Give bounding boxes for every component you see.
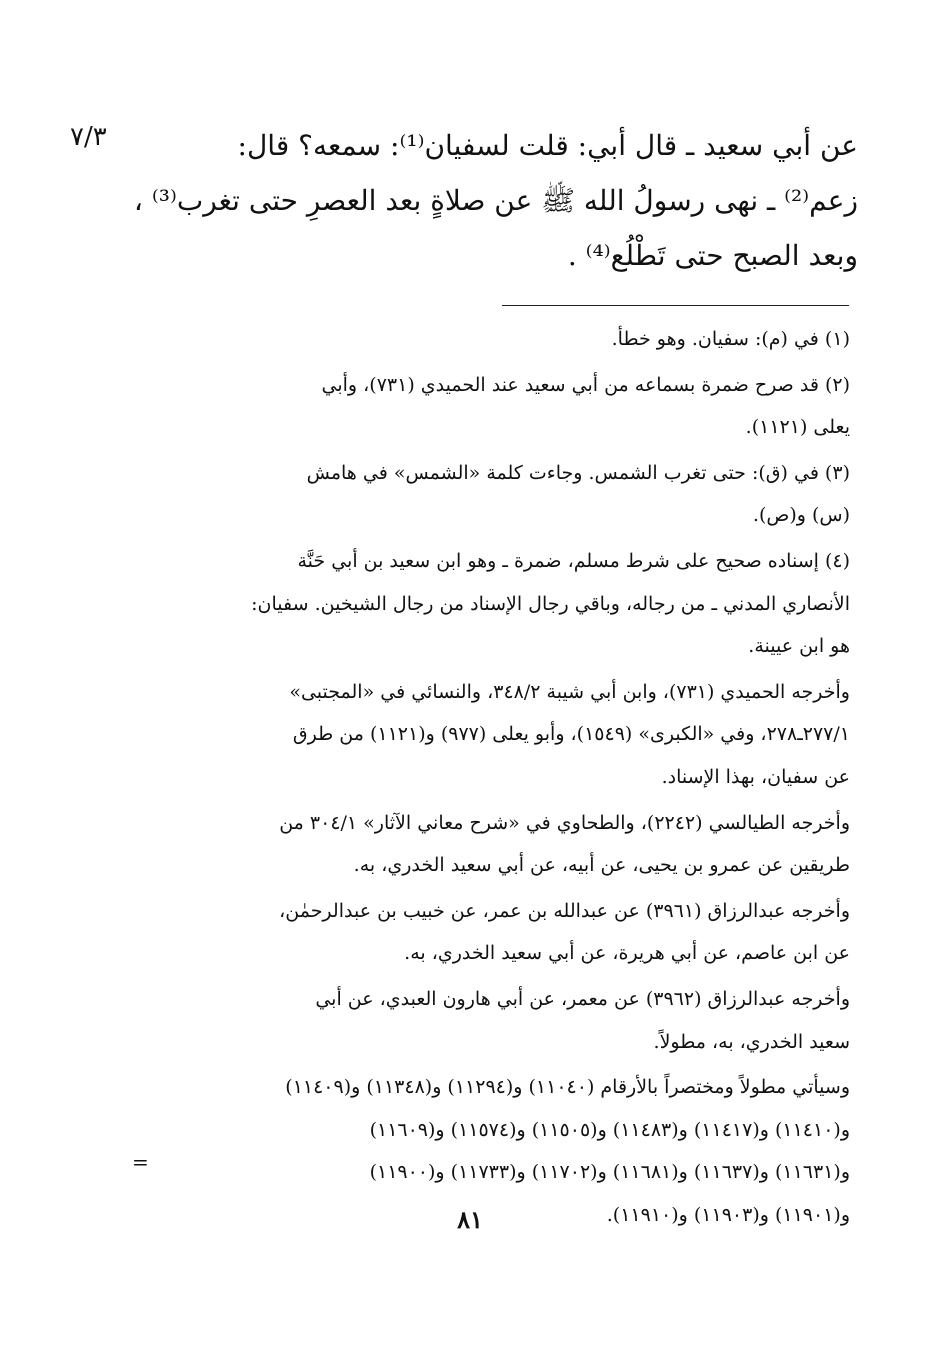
hadith-text <box>133 118 858 283</box>
footnote-4 <box>148 540 850 668</box>
footnote-line: وأخرجه الطيالسي (٢٢٤٢)، والطحاوي في «شرح معاني الآثار» ٣٠٤/١ من <box>279 811 850 834</box>
footnote-2 <box>148 364 850 449</box>
footnote-line: (٢) قد صرح ضمرة بسماعه من أبي سعيد عند الحميدي (٧٣١)، وأبي <box>321 373 850 396</box>
footnote-line: (١) في (م): سفيان. وهو خطأ. <box>611 328 850 350</box>
takhrij-tayalisi <box>148 802 850 887</box>
footnote-divider <box>502 305 849 306</box>
footnote-line: هو ابن عيينة. <box>748 635 850 658</box>
footnote-line: و(١١٤١٠) و(١١٤١٧) و(١١٤٨٣) و(١١٥٠٥) و(١١٥٧٤) و(١١٦٠٩) <box>369 1118 850 1141</box>
footnote-1 <box>148 318 850 361</box>
hadith-line: وبعد الصبح حتى تَطْلُع⁽⁴⁾ . <box>567 239 858 272</box>
footnote-line: طريقين عن عمرو بن يحيى، عن أبيه، عن أبي سعيد الخدري، به. <box>353 854 850 877</box>
footnote-line: (س) و(ص). <box>752 504 850 527</box>
footnote-line: وأخرجه عبدالرزاق (٣٩٦١) عن عبدالله بن عمر، عن خبيب بن عبدالرحمٰن، <box>279 899 850 922</box>
hadith-reference-number: ٧/٣ <box>70 122 107 152</box>
footnote-line: ٢٧٧/١ـ٢٧٨، وفي «الكبرى» (١٥٤٩)، وأبو يعلى (٩٧٧) و(١١٢١) من طرق <box>292 723 850 746</box>
footnotes-section <box>148 318 850 1239</box>
footnote-3 <box>148 452 850 537</box>
footnote-line: عن سفيان، بهذا الإسناد. <box>661 765 850 788</box>
continuation-mark: = <box>132 1150 149 1174</box>
footnote-line: وأخرجه الحميدي (٧٣١)، وابن أبي شيبة ٣٤٨/٢، والنسائي في «المجتبى» <box>289 680 850 703</box>
footnote-line: و(١١٩٠١) و(١١٩٠٣) و(١١٩١٠). <box>606 1203 850 1226</box>
hadith-line: زعم⁽²⁾ ـ نهى رسولُ الله ﷺ عن صلاةٍ بعد العصرِ حتى تغرب⁽³⁾ ، <box>133 184 858 217</box>
page-number: ٨١ <box>457 1205 483 1234</box>
footnote-line: و(١١٦٣١) و(١١٦٣٧) و(١١٦٨١) و(١١٧٠٢) و(١١٧٣٣) و(١١٩٠٠) <box>369 1161 850 1184</box>
footnote-line: سعيد الخدري، به، مطولاً. <box>653 1030 850 1053</box>
takhrij-abdurrazzaq-2 <box>148 978 850 1063</box>
footnote-line: وسيأتي مطولاً ومختصراً بالأرقام (١١٠٤٠) و(١١٢٩٤) و(١١٣٤٨) و(١١٤٠٩) <box>285 1076 850 1099</box>
takhrij-humaydi <box>148 671 850 799</box>
takhrij-abdurrazzaq-1 <box>148 890 850 975</box>
footnote-line: الأنصاري المدني ـ من رجاله، وباقي رجال الإسناد من رجال الشيخين. سفيان: <box>251 592 850 615</box>
footnote-line: عن ابن عاصم، عن أبي هريرة، عن أبي سعيد الخدري، به. <box>404 942 850 965</box>
hadith-line: عن أبي سعيد ـ قال أبي: قلت لسفيان⁽¹⁾: سمعه؟ قال: <box>237 129 858 162</box>
footnote-line: وأخرجه عبدالرزاق (٣٩٦٢) عن معمر، عن أبي هارون العبدي، عن أبي <box>315 987 850 1010</box>
footnote-line: (٤) إسناده صحيح على شرط مسلم، ضمرة ـ وهو ابن سعيد بن أبي حَنَّة <box>297 549 850 572</box>
footnote-line: (٣) في (ق): حتى تغرب الشمس. وجاءت كلمة «الشمس» في هامش <box>306 461 850 484</box>
footnote-line: يعلى (١١٢١). <box>745 416 850 439</box>
